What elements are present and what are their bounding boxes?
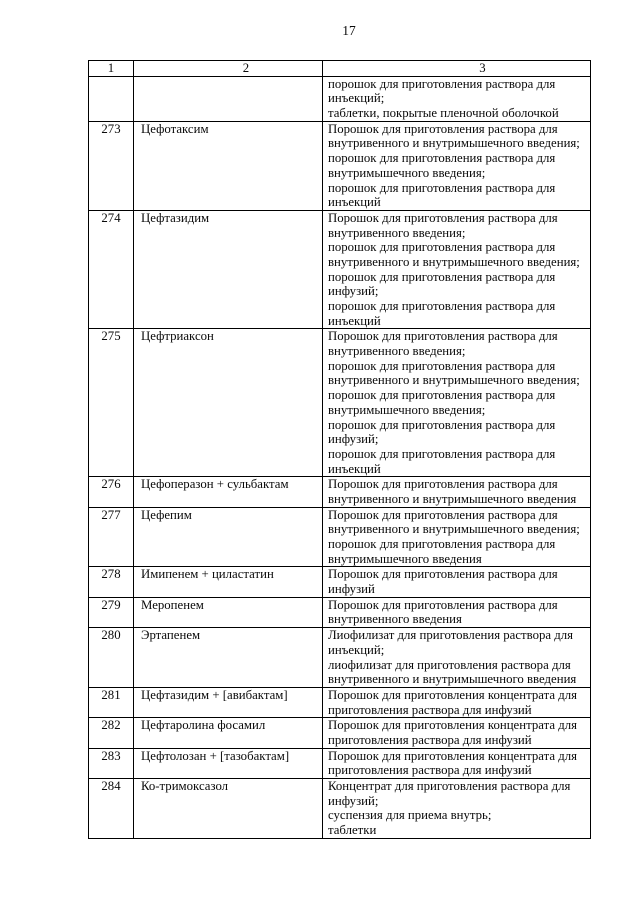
drug-name-cell <box>134 76 323 121</box>
dosage-form-line: внутривенного введения <box>328 612 462 627</box>
drug-name-cell: Цефоперазон + сульбактам <box>134 477 323 507</box>
table-body <box>89 76 591 838</box>
drug-name-cell: Эртапенем <box>134 628 323 688</box>
dosage-form-line: инфузий <box>328 582 375 597</box>
dosage-form-line: таблетки, покрытые пленочной оболочкой <box>328 106 559 121</box>
row-number-cell: 278 <box>89 567 134 597</box>
dosage-form-line: внутривенного и внутримышечного введения; <box>328 373 580 388</box>
dosage-form-line: инъекций <box>328 461 381 476</box>
dosage-form-line: порошок для приготовления раствора для <box>328 446 556 461</box>
dosage-forms-cell <box>323 507 591 567</box>
drug-name-cell: Ко-тримоксазол <box>134 779 323 839</box>
row-number-cell: 274 <box>89 210 134 329</box>
dosage-form-line: инфузий; <box>328 793 379 808</box>
row-number-cell: 281 <box>89 687 134 717</box>
drug-table <box>88 60 591 839</box>
dosage-form-line: Порошок для приготовления концентрата для <box>328 748 577 763</box>
row-number-cell <box>89 76 134 121</box>
table-row <box>89 477 591 507</box>
table-header-row <box>89 61 591 77</box>
page-number: 17 <box>342 23 356 38</box>
drug-name-cell: Цефотаксим <box>134 121 323 210</box>
dosage-forms-cell <box>323 567 591 597</box>
dosage-form-line: инфузий; <box>328 432 379 447</box>
dosage-form-line: Порошок для приготовления раствора для <box>328 329 558 344</box>
dosage-form-line: внутривенного и внутримышечного введения; <box>328 254 580 269</box>
dosage-form-line: порошок для приготовления раствора для <box>328 151 556 166</box>
dosage-form-line: инъекций <box>328 313 381 328</box>
dosage-form-line: Порошок для приготовления раствора для <box>328 210 558 225</box>
dosage-forms-cell <box>323 718 591 748</box>
dosage-form-line: инъекций <box>328 195 381 210</box>
dosage-forms-cell <box>323 779 591 839</box>
row-number-cell: 276 <box>89 477 134 507</box>
dosage-form-line: внутривенного введения; <box>328 344 466 359</box>
dosage-forms-cell <box>323 76 591 121</box>
drug-name-cell: Цефтриаксон <box>134 329 323 477</box>
dosage-forms-cell <box>323 597 591 627</box>
dosage-form-line: порошок для приготовления раствора для <box>328 76 556 91</box>
dosage-form-line: порошок для приготовления раствора для <box>328 299 556 314</box>
dosage-forms-cell <box>323 210 591 329</box>
table-row <box>89 329 591 477</box>
dosage-form-line: Концентрат для приготовления раствора для <box>328 779 571 794</box>
dosage-form-line: порошок для приготовления раствора для <box>328 537 556 552</box>
dosage-form-line: Порошок для приготовления концентрата для <box>328 718 577 733</box>
dosage-form-line: внутривенного и внутримышечного введения <box>328 672 577 687</box>
table-row <box>89 597 591 627</box>
drug-name-cell: Цефтолозан + [тазобактам] <box>134 748 323 778</box>
dosage-form-line: внутримышечного введения <box>328 551 482 566</box>
row-number-cell: 282 <box>89 718 134 748</box>
dosage-forms-cell <box>323 687 591 717</box>
dosage-form-line: порошок для приготовления раствора для <box>328 240 556 255</box>
dosage-form-line: инъекций; <box>328 642 385 657</box>
dosage-form-line: суспензия для приема внутрь; <box>328 808 492 823</box>
drug-name-cell: Имипенем + циластатин <box>134 567 323 597</box>
dosage-form-line: таблетки <box>328 823 377 838</box>
table-row <box>89 779 591 839</box>
dosage-form-line: порошок для приготовления раствора для <box>328 417 556 432</box>
table-row <box>89 567 591 597</box>
table-row <box>89 121 591 210</box>
row-number-cell: 283 <box>89 748 134 778</box>
table-row <box>89 210 591 329</box>
row-number-cell: 277 <box>89 507 134 567</box>
drug-name-cell: Цефтаролина фосамил <box>134 718 323 748</box>
dosage-form-line: порошок для приготовления раствора для <box>328 269 556 284</box>
dosage-form-line: Порошок для приготовления раствора для <box>328 567 558 582</box>
dosage-form-line: порошок для приготовления раствора для <box>328 358 556 373</box>
table-row <box>89 507 591 567</box>
table-row <box>89 687 591 717</box>
drug-name-cell: Меропенем <box>134 597 323 627</box>
dosage-form-line: приготовления раствора для инфузий <box>328 732 532 747</box>
dosage-form-line: Порошок для приготовления раствора для <box>328 597 558 612</box>
row-number-cell: 275 <box>89 329 134 477</box>
table-row <box>89 748 591 778</box>
row-number-cell: 280 <box>89 628 134 688</box>
dosage-form-line: лиофилизат для приготовления раствора для <box>328 657 571 672</box>
dosage-forms-cell <box>323 748 591 778</box>
dosage-form-line: внутривенного и внутримышечного введения; <box>328 522 580 537</box>
dosage-form-line: Порошок для приготовления раствора для <box>328 507 558 522</box>
dosage-form-line: внутривенного и внутримышечного введения; <box>328 136 580 151</box>
dosage-form-line: порошок для приготовления раствора для <box>328 388 556 403</box>
dosage-form-line: инъекций; <box>328 91 385 106</box>
row-number-cell: 279 <box>89 597 134 627</box>
dosage-forms-cell <box>323 628 591 688</box>
row-number-cell: 284 <box>89 779 134 839</box>
table-row <box>89 718 591 748</box>
dosage-form-line: Лиофилизат для приготовления раствора для <box>328 628 574 643</box>
dosage-form-line: Порошок для приготовления раствора для <box>328 121 558 136</box>
dosage-form-line: Порошок для приготовления раствора для <box>328 477 558 492</box>
dosage-form-line: инфузий; <box>328 284 379 299</box>
drug-name-cell: Цефтазидим + [авибактам] <box>134 687 323 717</box>
table-row <box>89 628 591 688</box>
dosage-forms-cell <box>323 121 591 210</box>
column-header-1: 1 <box>89 61 134 77</box>
dosage-form-line: порошок для приготовления раствора для <box>328 180 556 195</box>
dosage-form-line: внутримышечного введения; <box>328 165 486 180</box>
dosage-form-line: приготовления раствора для инфузий <box>328 702 532 717</box>
dosage-form-line: внутривенного и внутримышечного введения <box>328 491 577 506</box>
column-header-2: 2 <box>134 61 323 77</box>
table-row <box>89 76 591 121</box>
dosage-forms-cell <box>323 477 591 507</box>
row-number-cell: 273 <box>89 121 134 210</box>
dosage-forms-cell <box>323 329 591 477</box>
drug-name-cell: Цефепим <box>134 507 323 567</box>
dosage-form-line: внутримышечного введения; <box>328 402 486 417</box>
dosage-form-line: внутривенного введения; <box>328 225 466 240</box>
column-header-3: 3 <box>323 61 591 77</box>
dosage-form-line: приготовления раствора для инфузий <box>328 763 532 778</box>
dosage-form-line: Порошок для приготовления концентрата для <box>328 687 577 702</box>
drug-name-cell: Цефтазидим <box>134 210 323 329</box>
